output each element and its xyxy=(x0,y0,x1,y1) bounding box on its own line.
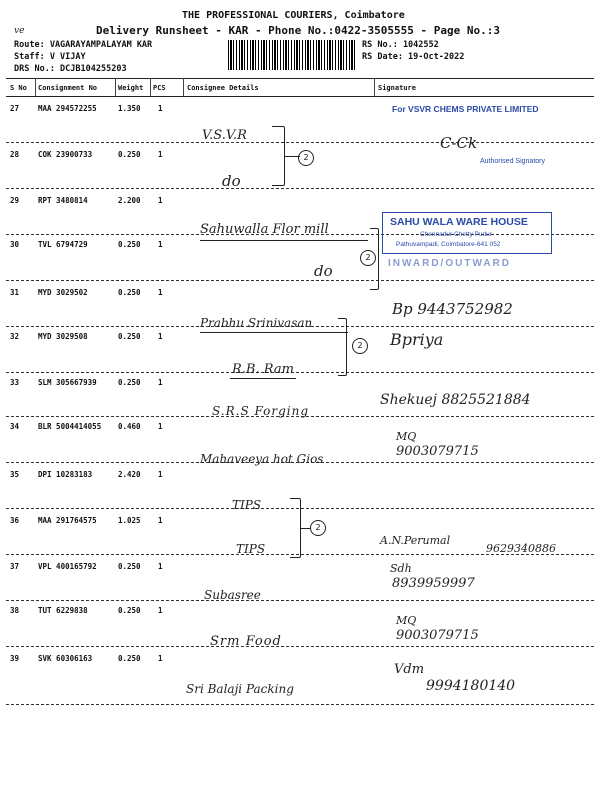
row-weight: 1.350 xyxy=(118,104,141,113)
col-consignment: Consignment No xyxy=(38,84,98,92)
row-weight: 2.420 xyxy=(118,470,141,479)
route-label: Route: VAGARAYAMPALAYAM KAR xyxy=(14,40,153,50)
col-signature: Signature xyxy=(378,84,416,92)
rs-number: RS No.: 1042552 xyxy=(362,40,439,50)
count-circle: 2 xyxy=(352,338,368,354)
vsvr-stamp-line: Authorised Signatory xyxy=(480,158,545,165)
row-divider xyxy=(6,704,594,705)
row-divider xyxy=(6,280,594,281)
signature: Sdh xyxy=(390,562,412,575)
row-weight: 0.250 xyxy=(118,288,141,297)
col-sep xyxy=(115,78,116,96)
row-weight: 1.025 xyxy=(118,516,141,525)
row-pcs: 1 xyxy=(158,332,163,341)
header-rule-bottom xyxy=(6,96,594,97)
row-pcs: 1 xyxy=(158,150,163,159)
col-sep xyxy=(150,78,151,96)
row-divider xyxy=(6,600,594,601)
consignee-handwriting: Mahaveeya hot Gios xyxy=(200,452,324,466)
row-divider xyxy=(6,188,594,189)
consignee-handwriting: Sri Balaji Packing xyxy=(186,682,294,696)
phone-number: 9003079715 xyxy=(396,444,479,459)
phone-number: 9629340886 xyxy=(486,542,556,555)
drs-number: DRS No.: DCJB104255203 xyxy=(14,64,127,74)
signature: MQ xyxy=(396,430,417,443)
row-weight: 0.250 xyxy=(118,562,141,571)
row-consignment: RPT 3480814 xyxy=(38,196,88,205)
row-consignment: TUT 6229838 xyxy=(38,606,88,615)
row-sno: 28 xyxy=(10,150,20,159)
row-weight: 0.250 xyxy=(118,240,141,249)
row-consignment: TVL 6794729 xyxy=(38,240,88,249)
consignee-handwriting: Subasree xyxy=(204,588,261,602)
col-sep xyxy=(374,78,375,96)
consignee-handwriting: do xyxy=(314,262,333,280)
row-consignment: SLM 305667939 xyxy=(38,378,97,387)
signature: Vdm xyxy=(394,662,425,677)
row-weight: 0.250 xyxy=(118,606,141,615)
row-sno: 35 xyxy=(10,470,20,479)
count-circle: 2 xyxy=(298,150,314,166)
row-weight: 0.250 xyxy=(118,654,141,663)
row-pcs: 1 xyxy=(158,240,163,249)
sahu-stamp-line: INWARD/OUTWARD xyxy=(388,258,511,269)
col-sno: S No xyxy=(10,84,27,92)
staff-label: Staff: V VIJAY xyxy=(14,52,86,62)
row-pcs: 1 xyxy=(158,606,163,615)
corner-mark: ve xyxy=(14,26,25,36)
rs-date: RS Date: 19-Oct-2022 xyxy=(362,52,465,62)
row-sno: 33 xyxy=(10,378,20,387)
row-consignment: VPL 400165792 xyxy=(38,562,97,571)
col-weight: Weight xyxy=(118,84,144,92)
row-pcs: 1 xyxy=(158,288,163,297)
row-sno: 31 xyxy=(10,288,20,297)
signature: A.N.Perumal xyxy=(380,534,451,547)
group-brace xyxy=(338,318,347,376)
consignee-handwriting: S.R.S Forging xyxy=(212,404,310,418)
row-weight: 0.250 xyxy=(118,332,141,341)
sahu-stamp-line: Chennadur Chetty Pudur xyxy=(420,231,492,238)
sahu-stamp-line: SAHU WALA WARE HOUSE xyxy=(390,216,528,228)
row-sno: 30 xyxy=(10,240,20,249)
row-consignment: MYD 3029508 xyxy=(38,332,88,341)
name-underline xyxy=(230,378,296,379)
row-sno: 39 xyxy=(10,654,20,663)
row-pcs: 1 xyxy=(158,104,163,113)
row-weight: 0.460 xyxy=(118,422,141,431)
row-consignment: MYD 3029502 xyxy=(38,288,88,297)
vsvr-stamp-line: For VSVR CHEMS PRIVATE LIMITED xyxy=(392,104,539,114)
header-rule-top xyxy=(6,78,594,79)
barcode xyxy=(228,40,356,70)
row-pcs: 1 xyxy=(158,196,163,205)
row-pcs: 1 xyxy=(158,562,163,571)
row-pcs: 1 xyxy=(158,470,163,479)
row-sno: 29 xyxy=(10,196,20,205)
consignee-handwriting: TIPS xyxy=(232,498,262,512)
consignee-handwriting: R.B. Ram xyxy=(232,362,294,377)
row-weight: 0.250 xyxy=(118,150,141,159)
row-pcs: 1 xyxy=(158,516,163,525)
runsheet-title: Delivery Runsheet - KAR - Phone No.:0422-3505555 - Page No.:3 xyxy=(96,24,500,37)
count-circle: 2 xyxy=(310,520,326,536)
row-divider xyxy=(6,142,594,143)
consignee-handwriting: Prabhu Srinivasan xyxy=(200,316,313,330)
consignee-handwriting: Srm Food xyxy=(210,634,282,649)
row-pcs: 1 xyxy=(158,654,163,663)
row-consignment: MAA 294572255 xyxy=(38,104,97,113)
row-divider xyxy=(6,646,594,647)
row-sno: 34 xyxy=(10,422,20,431)
row-weight: 0.250 xyxy=(118,378,141,387)
row-sno: 36 xyxy=(10,516,20,525)
col-consignee: Consignee Details xyxy=(187,84,259,92)
name-underline xyxy=(200,240,368,241)
col-sep xyxy=(35,78,36,96)
row-sno: 37 xyxy=(10,562,20,571)
row-pcs: 1 xyxy=(158,422,163,431)
consignee-handwriting: V.S.V.R xyxy=(202,128,247,143)
row-divider xyxy=(6,372,594,373)
brace-connector xyxy=(300,528,310,529)
row-consignment: COK 23900733 xyxy=(38,150,93,159)
phone-number: 9003079715 xyxy=(396,628,479,643)
phone-number: 9994180140 xyxy=(426,678,516,694)
signature: Shekuej 8825521884 xyxy=(380,392,531,408)
row-sno: 38 xyxy=(10,606,20,615)
row-pcs: 1 xyxy=(158,378,163,387)
row-sno: 27 xyxy=(10,104,20,113)
row-consignment: MAA 291764575 xyxy=(38,516,97,525)
sahu-stamp-line: Pathuvampadi, Coimbatore-641 052 xyxy=(396,241,501,248)
signature: MQ xyxy=(396,614,417,627)
row-consignment: DPI 10283183 xyxy=(38,470,93,479)
name-underline xyxy=(200,332,348,333)
phone-number: 8939959997 xyxy=(392,576,475,591)
row-consignment: BLR 5004414055 xyxy=(38,422,102,431)
company-title: THE PROFESSIONAL COURIERS, Coimbatore xyxy=(182,10,405,21)
count-circle: 2 xyxy=(360,250,376,266)
signature: Bpriya xyxy=(390,330,444,349)
row-sno: 32 xyxy=(10,332,20,341)
row-consignment: SVK 60306163 xyxy=(38,654,93,663)
consignee-handwriting: TIPS xyxy=(236,542,266,556)
col-pcs: PCS xyxy=(153,84,166,92)
signature: Bp 9443752982 xyxy=(392,300,513,318)
signature: C-Ck xyxy=(440,134,478,152)
consignee-handwriting: Sahuwalla Flor mill xyxy=(200,222,329,237)
consignee-handwriting: do xyxy=(222,172,241,190)
row-weight: 2.200 xyxy=(118,196,141,205)
col-sep xyxy=(183,78,184,96)
